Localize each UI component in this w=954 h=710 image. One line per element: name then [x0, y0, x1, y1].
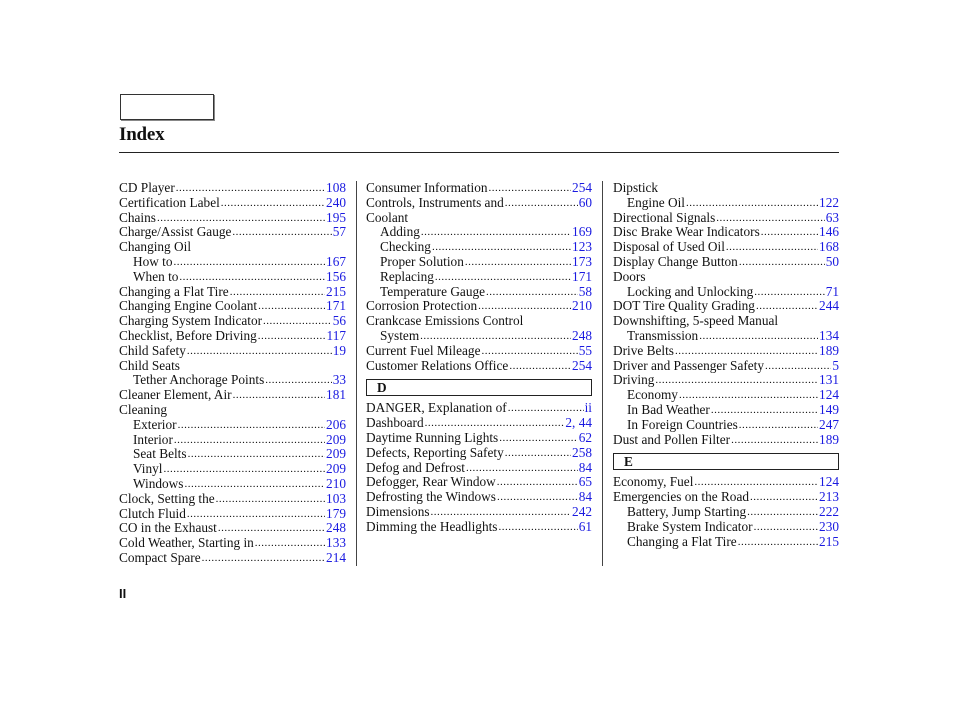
entry-label: Tether Anchorage Points	[133, 372, 265, 388]
entry-label: Defogger, Rear Window	[366, 474, 496, 490]
page-link[interactable]: 122	[819, 194, 839, 210]
page-link[interactable]: 84	[578, 459, 592, 475]
page-link[interactable]: 57	[332, 224, 346, 240]
index-subentry	[119, 462, 346, 477]
entry-label: Changing a Flat Tire	[119, 283, 229, 299]
index-entry	[119, 344, 346, 359]
entry-label: Charge/Assist Gauge	[119, 224, 232, 240]
dot-leader	[265, 373, 331, 388]
page-link[interactable]: 254	[572, 180, 592, 195]
dot-leader	[164, 462, 326, 477]
dot-leader	[739, 255, 825, 270]
index-subentry	[366, 225, 592, 240]
entry-label: Dipstick	[613, 180, 659, 195]
index-entry	[366, 475, 592, 490]
index-subentry	[119, 255, 346, 270]
dot-leader	[184, 477, 325, 492]
dot-leader	[486, 285, 578, 300]
page-link[interactable]: 206	[326, 416, 346, 432]
page-link[interactable]: 215	[326, 283, 346, 299]
page-link[interactable]: 247	[819, 416, 839, 432]
dot-leader	[726, 240, 818, 255]
index-subentry	[119, 477, 346, 492]
entry-label: Vinyl	[133, 461, 163, 477]
index-subentry	[366, 270, 592, 285]
index-entry	[119, 196, 346, 211]
index-tab-box	[120, 94, 214, 120]
index-entry	[613, 359, 839, 374]
index-entry	[119, 329, 346, 344]
entry-label: Controls, Instruments and	[366, 194, 504, 210]
index-entry	[613, 240, 839, 255]
index-subentry	[613, 418, 839, 433]
index-heading	[366, 314, 592, 329]
entry-label: Adding	[380, 224, 420, 240]
dot-leader	[761, 225, 818, 240]
page-link[interactable]: 248	[572, 327, 592, 343]
entry-label: Checklist, Before Driving	[119, 327, 257, 343]
index-entry	[366, 431, 592, 446]
entry-label: In Foreign Countries	[627, 416, 738, 432]
page-link[interactable]: 117	[326, 327, 346, 343]
dot-leader	[176, 181, 325, 196]
entry-label: Clock, Setting the	[119, 490, 215, 506]
column-divider-1	[356, 181, 357, 566]
entry-label: Changing Oil	[119, 239, 192, 255]
entry-label: Drive Belts	[613, 342, 674, 358]
index-subentry	[366, 285, 592, 300]
index-entry	[366, 299, 592, 314]
page-link[interactable]: 19	[332, 342, 346, 358]
index-entry	[613, 344, 839, 359]
title-rule	[119, 152, 839, 153]
dot-leader	[202, 551, 325, 566]
page-link[interactable]: ii	[584, 400, 592, 416]
entry-label: Chains	[119, 209, 156, 225]
entry-label: Child Seats	[119, 357, 180, 373]
dot-leader	[218, 521, 325, 536]
page-link[interactable]: 167	[326, 253, 346, 269]
page-link[interactable]: 213	[819, 489, 839, 505]
entry-label: Coolant	[366, 209, 409, 225]
entry-label: Exterior	[133, 416, 177, 432]
index-entry	[366, 461, 592, 476]
index-entry	[366, 446, 592, 461]
page-title: Index	[119, 124, 165, 145]
entry-label: Current Fuel Mileage	[366, 342, 481, 358]
page-link[interactable]: 55	[578, 342, 592, 358]
page-link[interactable]: 61	[578, 518, 592, 534]
entry-label: Changing a Flat Tire	[627, 533, 737, 549]
page-link[interactable]: 195	[326, 209, 346, 225]
index-subentry	[613, 285, 839, 300]
dot-leader	[255, 536, 325, 551]
page-link[interactable]: 181	[326, 387, 346, 403]
entry-label: Cleaner Element, Air	[119, 387, 232, 403]
dot-leader	[699, 329, 818, 344]
entry-label: Windows	[133, 475, 184, 491]
index-entry	[366, 505, 592, 520]
page-link[interactable]: 169	[572, 224, 592, 240]
page-link[interactable]: 173	[572, 253, 592, 269]
page-number: II	[119, 586, 127, 601]
dot-leader	[489, 181, 572, 196]
entry-label: When to	[133, 268, 179, 284]
index-column-3	[613, 181, 839, 549]
dot-leader	[505, 196, 578, 211]
index-entry	[366, 401, 592, 416]
index-entry	[613, 490, 839, 505]
index-subentry	[613, 196, 839, 211]
dot-leader	[187, 507, 325, 522]
entry-label: Defog and Defrost	[366, 459, 465, 475]
entry-label: Dashboard	[366, 415, 424, 431]
entry-label: Checking	[380, 239, 431, 255]
entry-label: System	[380, 327, 420, 343]
index-entry	[613, 299, 839, 314]
entry-label: Driver and Passenger Safety	[613, 357, 765, 373]
page-link[interactable]: 179	[326, 505, 346, 521]
dot-leader	[505, 446, 571, 461]
entry-label: Driving	[613, 372, 655, 388]
page-link[interactable]: 230	[819, 518, 839, 534]
page-link[interactable]: 209	[326, 431, 346, 447]
entry-label: Proper Solution	[380, 253, 464, 269]
index-entry	[119, 492, 346, 507]
entry-label: Changing Engine Coolant	[119, 298, 258, 314]
entry-label: Child Safety	[119, 342, 186, 358]
index-entry	[613, 255, 839, 270]
page-link[interactable]: 214	[326, 549, 346, 565]
index-subentry	[613, 403, 839, 418]
dot-leader	[508, 401, 584, 416]
page-link[interactable]: 65	[578, 474, 592, 490]
entry-label: Replacing	[380, 268, 434, 284]
dot-leader	[739, 418, 818, 433]
entry-label: Battery, Jump Starting	[627, 503, 747, 519]
page-link[interactable]: 171	[326, 298, 346, 314]
dot-leader	[420, 329, 571, 344]
page-link[interactable]: 60	[578, 194, 592, 210]
index-heading	[119, 240, 346, 255]
dot-leader	[421, 225, 571, 240]
dot-leader	[497, 490, 578, 505]
page-link[interactable]: 71	[825, 283, 839, 299]
dot-leader	[675, 344, 818, 359]
entry-label: Disposal of Used Oil	[613, 239, 725, 255]
entry-label: Economy, Fuel	[613, 474, 694, 490]
index-entry	[366, 344, 592, 359]
index-heading	[366, 211, 592, 226]
index-subentry	[366, 255, 592, 270]
index-entry	[119, 388, 346, 403]
entry-label: Cleaning	[119, 401, 168, 417]
page-link[interactable]: 149	[819, 401, 839, 417]
index-subentry	[119, 418, 346, 433]
index-entry	[119, 314, 346, 329]
dot-leader	[497, 475, 578, 490]
page-link[interactable]: 189	[819, 431, 839, 447]
entry-label: Economy	[627, 387, 678, 403]
entry-label: Dust and Pollen Filter	[613, 431, 731, 447]
dot-leader	[694, 475, 818, 490]
dot-leader	[754, 520, 818, 535]
page-link[interactable]: 131	[819, 372, 839, 388]
page-link[interactable]: 222	[819, 503, 839, 519]
dot-leader	[754, 285, 824, 300]
page-link[interactable]: 133	[326, 535, 346, 551]
section-header-d: D	[366, 379, 592, 396]
index-entry	[119, 507, 346, 522]
entry-label: Transmission	[627, 327, 699, 343]
page-link[interactable]: 168	[819, 239, 839, 255]
index-heading	[613, 270, 839, 285]
index-entry	[119, 536, 346, 551]
index-entry	[613, 475, 839, 490]
page-link[interactable]: 210	[326, 475, 346, 491]
dot-leader	[178, 418, 325, 433]
dot-leader	[711, 403, 818, 418]
dot-leader	[509, 359, 571, 374]
entry-label: Dimming the Headlights	[366, 518, 498, 534]
index-column-2	[366, 181, 592, 535]
dot-leader	[179, 270, 325, 285]
entry-label: Consumer Information	[366, 180, 488, 195]
page-link[interactable]: 33	[332, 372, 346, 388]
entry-label: Customer Relations Office	[366, 357, 509, 373]
page-link[interactable]: 2, 44	[565, 415, 592, 431]
index-entry	[119, 299, 346, 314]
page-link[interactable]: 242	[572, 503, 592, 519]
index-subentry	[366, 329, 592, 344]
index-entry	[366, 416, 592, 431]
index-column-1	[119, 181, 346, 566]
entry-label: How to	[133, 253, 173, 269]
page-link[interactable]: 63	[825, 209, 839, 225]
entry-label: CO in the Exhaust	[119, 520, 217, 536]
page-link[interactable]: 240	[326, 194, 346, 210]
dot-leader	[716, 211, 824, 226]
index-entry	[366, 196, 592, 211]
page-link[interactable]: 84	[578, 489, 592, 505]
entry-label: Daytime Running Lights	[366, 429, 499, 445]
index-heading	[119, 403, 346, 418]
dot-leader	[478, 299, 571, 314]
index-subentry	[613, 329, 839, 344]
entry-label: Cold Weather, Starting in	[119, 535, 254, 551]
index-entry	[119, 551, 346, 566]
entry-label: Disc Brake Wear Indicators	[613, 224, 760, 240]
index-subentry	[613, 520, 839, 535]
index-subentry	[613, 505, 839, 520]
page-link[interactable]: 124	[819, 387, 839, 403]
entry-label: Engine Oil	[627, 194, 685, 210]
entry-label: Certification Label	[119, 194, 220, 210]
page-link[interactable]: 50	[825, 253, 839, 269]
index-entry	[119, 225, 346, 240]
index-subentry	[119, 447, 346, 462]
entry-label: Doors	[613, 268, 646, 284]
entry-label: Temperature Gauge	[380, 283, 486, 299]
page-link[interactable]: 189	[819, 342, 839, 358]
dot-leader	[258, 329, 326, 344]
index-heading	[613, 314, 839, 329]
dot-leader	[765, 359, 831, 374]
entry-label: Clutch Fluid	[119, 505, 186, 521]
page-link[interactable]: 248	[326, 520, 346, 536]
entry-label: Defrosting the Windows	[366, 489, 496, 505]
dot-leader	[435, 270, 571, 285]
dot-leader	[258, 299, 325, 314]
page-link[interactable]: 56	[332, 313, 346, 329]
page-link[interactable]: 62	[578, 429, 592, 445]
page-link[interactable]: 103	[326, 490, 346, 506]
entry-label: Directional Signals	[613, 209, 716, 225]
index-subentry	[613, 388, 839, 403]
entry-label: CD Player	[119, 180, 175, 195]
index-entry	[119, 181, 346, 196]
entry-label: Charging System Indicator	[119, 313, 263, 329]
dot-leader	[232, 225, 331, 240]
entry-label: In Bad Weather	[627, 401, 710, 417]
page-link[interactable]: 124	[819, 474, 839, 490]
entry-label: Compact Spare	[119, 549, 201, 565]
index-subentry	[613, 535, 839, 550]
entry-label: DOT Tire Quality Grading	[613, 298, 755, 314]
index-entry	[119, 521, 346, 536]
dot-leader	[747, 505, 818, 520]
index-entry	[366, 520, 592, 535]
page-link[interactable]: 156	[326, 268, 346, 284]
entry-label: Emergencies on the Road	[613, 489, 750, 505]
dot-leader	[174, 255, 326, 270]
dot-leader	[216, 492, 325, 507]
entry-label: Defects, Reporting Safety	[366, 444, 504, 460]
index-entry	[613, 225, 839, 240]
dot-leader	[481, 344, 577, 359]
index-entry	[119, 211, 346, 226]
dot-leader	[686, 196, 818, 211]
dot-leader	[679, 388, 818, 403]
page-link[interactable]: 209	[326, 461, 346, 477]
dot-leader	[174, 433, 325, 448]
page-link[interactable]: 210	[572, 298, 592, 314]
index-entry	[119, 285, 346, 300]
dot-leader	[731, 433, 818, 448]
dot-leader	[233, 388, 325, 403]
entry-label: Locking and Unlocking	[627, 283, 754, 299]
dot-leader	[187, 344, 332, 359]
entry-label: Display Change Button	[613, 253, 738, 269]
page-link[interactable]: 5	[832, 357, 839, 373]
page-link[interactable]: 254	[572, 357, 592, 373]
section-header-e: E	[613, 453, 839, 470]
index-heading	[613, 181, 839, 196]
index-entry	[366, 490, 592, 505]
page-link[interactable]: 244	[819, 298, 839, 314]
entry-label: DANGER, Explanation of	[366, 400, 507, 416]
page-link[interactable]: 58	[578, 283, 592, 299]
page-link[interactable]: 134	[819, 327, 839, 343]
dot-leader	[466, 461, 578, 476]
page-link[interactable]: 108	[326, 180, 346, 195]
dot-leader	[498, 520, 577, 535]
dot-leader	[221, 196, 325, 211]
index-entry	[613, 211, 839, 226]
page-link[interactable]: 123	[572, 239, 592, 255]
page-link[interactable]: 171	[572, 268, 592, 284]
index-subentry	[119, 373, 346, 388]
entry-label: Brake System Indicator	[627, 518, 753, 534]
entry-label: Downshifting, 5-speed Manual	[613, 313, 779, 329]
index-entry	[613, 433, 839, 448]
dot-leader	[425, 416, 565, 431]
dot-leader	[188, 447, 325, 462]
dot-leader	[499, 431, 577, 446]
dot-leader	[230, 285, 325, 300]
entry-label: Crankcase Emissions Control	[366, 313, 524, 329]
page-link[interactable]: 215	[819, 533, 839, 549]
dot-leader	[263, 314, 332, 329]
index-subentry	[119, 270, 346, 285]
index-entry	[613, 373, 839, 388]
page-link[interactable]: 209	[326, 446, 346, 462]
entry-label: Corrosion Protection	[366, 298, 478, 314]
index-subentry	[366, 240, 592, 255]
entry-label: Dimensions	[366, 503, 430, 519]
entry-label: Seat Belts	[133, 446, 187, 462]
page-link[interactable]: 146	[819, 224, 839, 240]
dot-leader	[756, 299, 818, 314]
dot-leader	[157, 211, 325, 226]
dot-leader	[738, 535, 818, 550]
dot-leader	[750, 490, 818, 505]
index-entry	[366, 181, 592, 196]
dot-leader	[431, 505, 572, 520]
page-link[interactable]: 258	[572, 444, 592, 460]
entry-label: Interior	[133, 431, 173, 447]
index-subentry	[119, 433, 346, 448]
index-heading	[119, 359, 346, 374]
dot-leader	[465, 255, 571, 270]
column-divider-2	[602, 181, 603, 566]
dot-leader	[432, 240, 571, 255]
index-entry	[366, 359, 592, 374]
dot-leader	[655, 373, 818, 388]
